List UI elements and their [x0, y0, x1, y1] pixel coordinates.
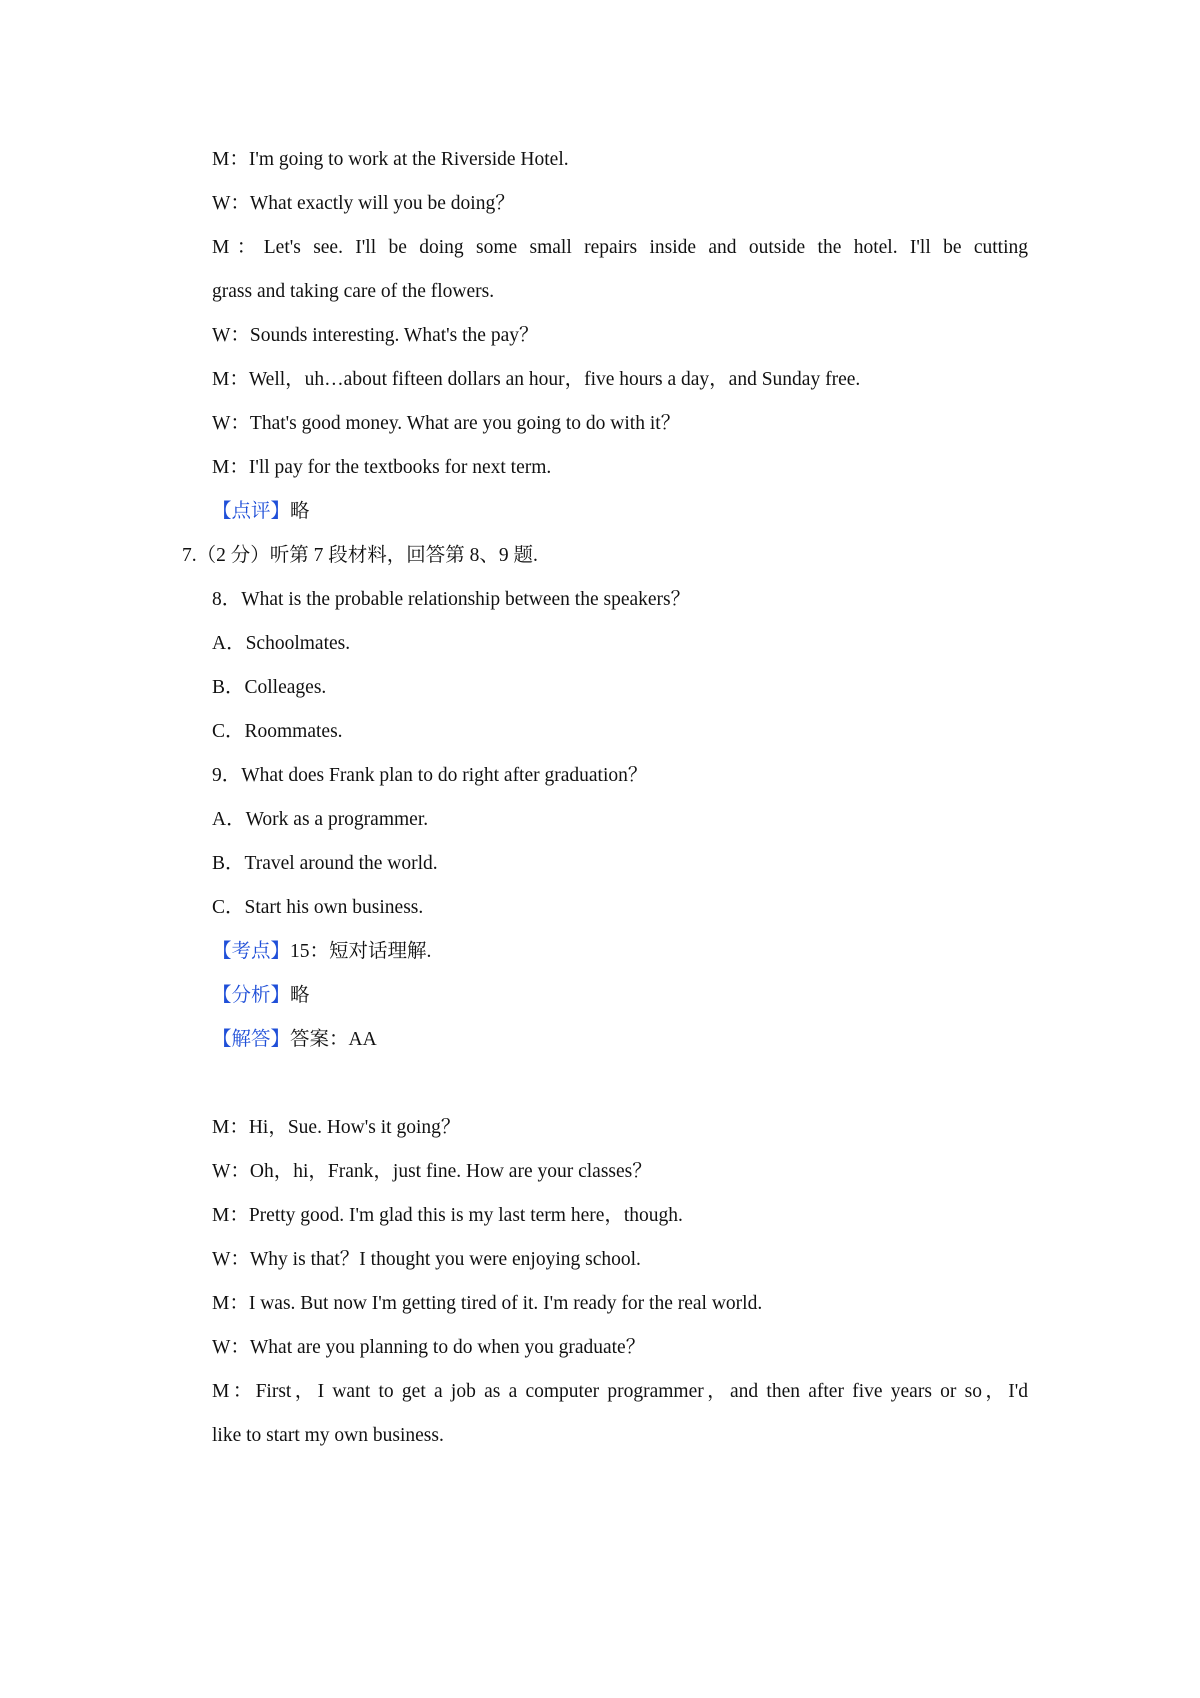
question-8-stem: 8．What is the probable relationship between the speakers？: [212, 589, 691, 610]
dialogue-line: M：Let's see. I'll be doing some small repairs inside and outside the hotel. I'll be cutting: [212, 237, 1028, 258]
jieda-label: 【解答】: [212, 1029, 291, 1050]
dialogue-line: W：What are you planning to do when you graduate？: [212, 1337, 646, 1358]
question-9-option-b: B．Travel around the world.: [212, 853, 438, 874]
fenxi-section: [212, 984, 1028, 1008]
question-9-stem: 9．What does Frank plan to do right after graduation？: [212, 765, 648, 786]
jieda-section: [212, 1028, 1028, 1052]
question-9-option-c: C．Start his own business.: [212, 897, 424, 918]
question-7-header: 7.（2 分）听第 7 段材料，回答第 8、9 题.: [182, 545, 538, 566]
dialogue-line: W：Oh，hi，Frank，just fine. How are your classes？: [212, 1161, 652, 1182]
dialogue-line: M：I was. But now I'm getting tired of it. I'm ready for the real world.: [212, 1293, 763, 1314]
dialogue-line: M：First，I want to get a job as a computer programmer，and then after five years or so，I'd: [212, 1381, 1028, 1402]
kaodian-text: 15：短对话理解.: [290, 941, 432, 962]
comment-text: 略: [290, 501, 310, 522]
question-9-option-a: A．Work as a programmer.: [212, 809, 429, 830]
dialogue-line: M：I'm going to work at the Riverside Hotel.: [212, 149, 569, 170]
dialogue-line: grass and taking care of the flowers.: [212, 281, 495, 302]
question-8-option-c: C．Roommates.: [212, 721, 343, 742]
dialogue-line: W：That's good money. What are you going to do with it？: [212, 413, 681, 434]
dialogue-line: W：What exactly will you be doing？: [212, 193, 515, 214]
jieda-text: 答案：AA: [290, 1029, 377, 1050]
kaodian-section: [212, 940, 1028, 964]
comment-section: [212, 500, 1028, 524]
dialogue-line: W：Sounds interesting. What's the pay？: [212, 325, 539, 346]
dialogue-line: like to start my own business.: [212, 1425, 444, 1446]
fenxi-text: 略: [290, 985, 310, 1006]
comment-label: 【点评】: [212, 501, 291, 522]
dialogue-line: M：Pretty good. I'm glad this is my last term here，though.: [212, 1205, 683, 1226]
dialogue-line: M：Well，uh…about fifteen dollars an hour，five hours a day，and Sunday free.: [212, 369, 861, 390]
fenxi-label: 【分析】: [212, 985, 291, 1006]
question-8-option-b: B．Colleages.: [212, 677, 327, 698]
dialogue-line: W：Why is that？I thought you were enjoying school.: [212, 1249, 641, 1270]
dialogue-line: M：I'll pay for the textbooks for next term.: [212, 457, 552, 478]
kaodian-label: 【考点】: [212, 941, 291, 962]
question-8-option-a: A．Schoolmates.: [212, 633, 351, 654]
dialogue-line: M：Hi，Sue. How's it going？: [212, 1117, 461, 1138]
